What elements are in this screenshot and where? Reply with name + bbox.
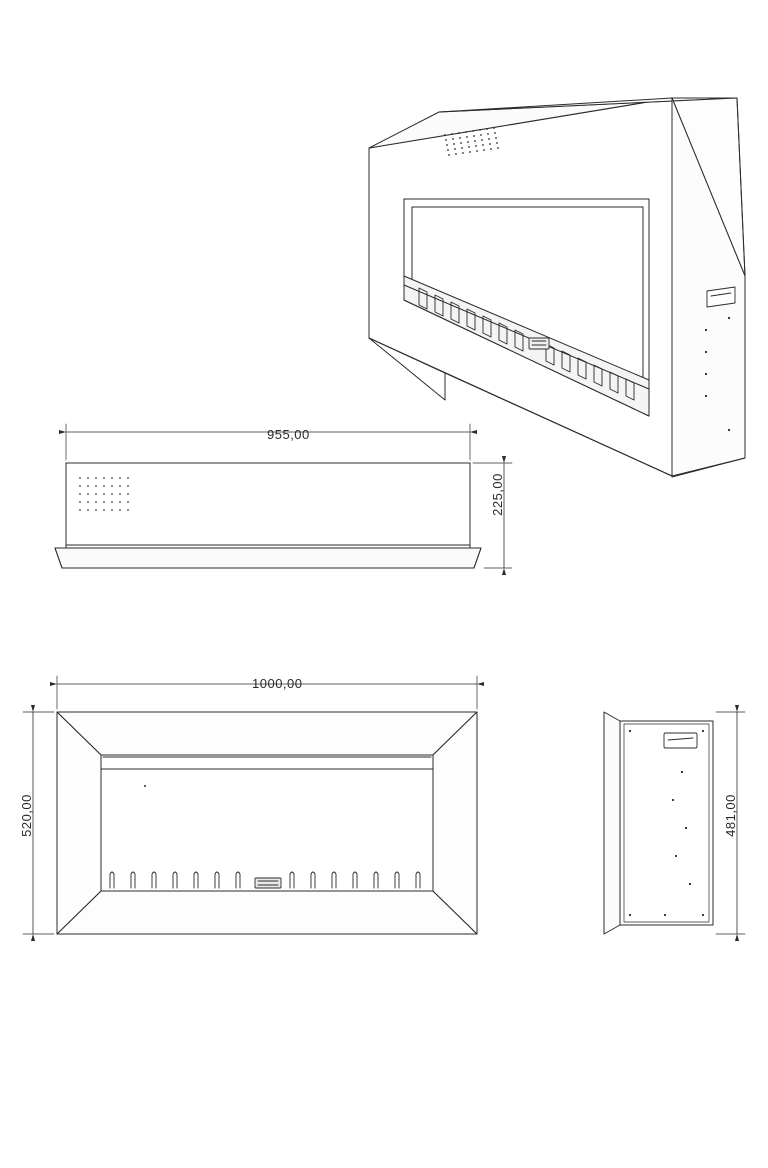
isometric-view [369,98,745,477]
dimension-front-width: 1000,00 [252,676,303,691]
dimension-side-height: 481,00 [722,794,738,837]
dimension-front-height: 520,00 [18,794,34,837]
front-view [23,676,477,934]
top-view [55,424,512,568]
dimension-top-depth: 225,00 [489,473,505,516]
dimension-top-width: 955,00 [267,427,310,442]
